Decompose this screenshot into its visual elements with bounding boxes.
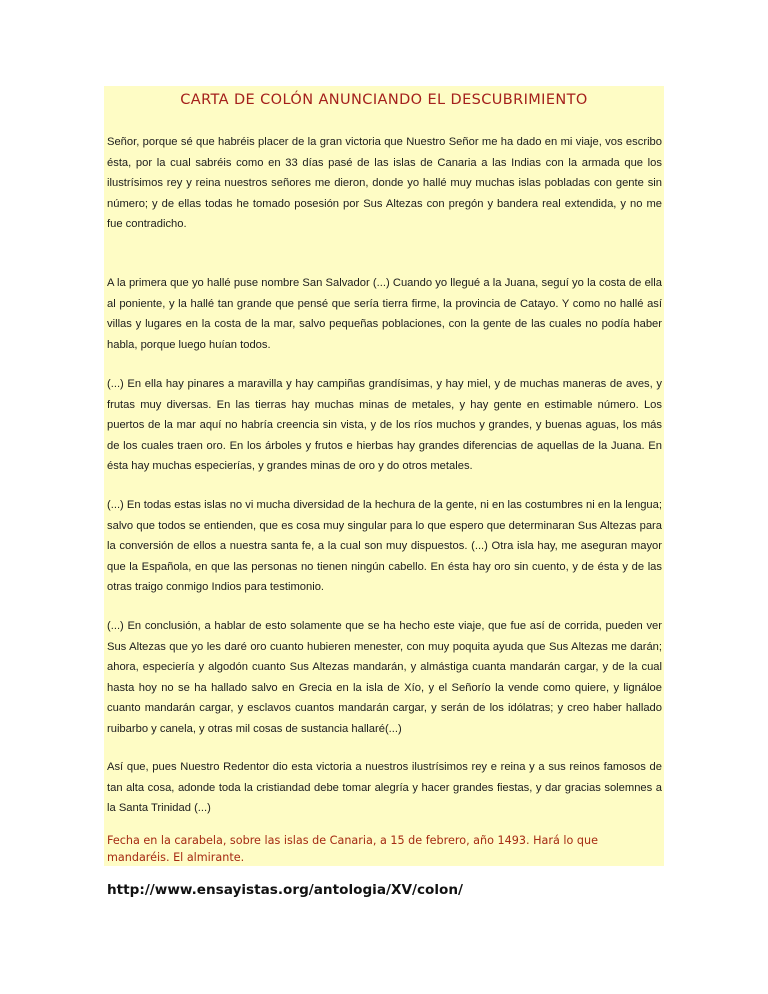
paragraph-1: Señor, porque sé que habréis placer de la gran victoria que Nuestro Señor me ha dado en mi viaje, vos escribo ésta, por la cual sabréis como en 33 días pasé de las islas de Canaria a las Indias con la armada que los ilustrísimos rey y reina nuestros señores me dieron, donde yo hallé muy muchas islas pobladas con gente sin número; y de ellas todas he tomado posesión por Sus Altezas con pregón y bandera real extendida, y no me fue contradicho. xyxy=(107,136,662,231)
paragraph-4: (...) En todas estas islas no vi mucha diversidad de la hechura de la gente, ni en las costumbres ni en la lengua; salvo que todos se entienden, que es cosa muy singular para lo que espero que determinaran Sus Altezas para la conversión de ellos a nuestra santa fe, a la cual son muy dispuestos. (...) Otra isla hay, me aseguran mayor que la Española, en que las personas no tienen ningún cabello. En ésta hay oro sin cuento, y de ésta y de las otras traigo conmigo Indios para testimonio. xyxy=(107,499,662,594)
paragraph-3: (...) En ella hay pinares a maravilla y hay campiñas grandísimas, y hay miel, y de muchas maneras de aves, y frutas muy diversas. En las tierras hay muchas minas de metales, y hay gente en estimable número. Los puertos de la mar aquí no habría creencia sin vista, y de los ríos muchos y grandes, y buenas aguas, los más de los cuales traen oro. En los árboles y frutos e hierbas hay grandes diferencias de aquellas de la Juana. En ésta hay muchas especierías, y grandes minas de oro y do otros metales. xyxy=(107,378,662,473)
paragraph-6: Así que, pues Nuestro Redentor dio esta victoria a nuestros ilustrísimos rey e reina y a sus reinos famosos de tan alta cosa, adonde toda la cristiandad debe tomar alegría y hacer grandes fiestas, y dar gracias solemnes a la Santa Trinidad (...) xyxy=(107,761,662,815)
closing-note: Fecha en la carabela, sobre las islas de Canaria, a 15 de febrero, año 1493. Hará lo que mandaréis. El almirante. xyxy=(107,834,598,864)
document-title: CARTA DE COLÓN ANUNCIANDO EL DESCUBRIMIENTO xyxy=(180,92,588,108)
source-link[interactable]: http://www.ensayistas.org/antologia/XV/colon/ xyxy=(107,882,463,898)
paragraph-5: (...) En conclusión, a hablar de esto solamente que se ha hecho este viaje, que fue así de corrida, pueden ver Sus Altezas que yo les daré oro cuanto hubieren menester, con muy poquita ayuda que Sus Altezas me darán; ahora, especiería y algodón cuanto Sus Altezas mandarán, y almástiga cuanta mandarán cargar, y de la cual hasta hoy no se ha hallado salvo en Grecia en la isla de Xío, y el Señorío la vende como quiere, y lignáloe cuanto mandarán cargar, y esclavos cuantos mandarán cargar, y serán de los idólatras; y creo haber hallado ruibarbo y canela, y otras mil cosas de sustancia hallaré(...) xyxy=(107,620,662,735)
paragraph-2: A la primera que yo hallé puse nombre San Salvador (...) Cuando yo llegué a la Juana, seguí yo la costa de ella al poniente, y la hallé tan grande que pensé que sería tierra firme, la provincia de Catayo. Y como no hallé así villas y lugares en la costa de la mar, salvo pequeñas poblaciones, con la gente de las cuales no podía haber habla, porque luego huían todos. xyxy=(107,277,662,351)
